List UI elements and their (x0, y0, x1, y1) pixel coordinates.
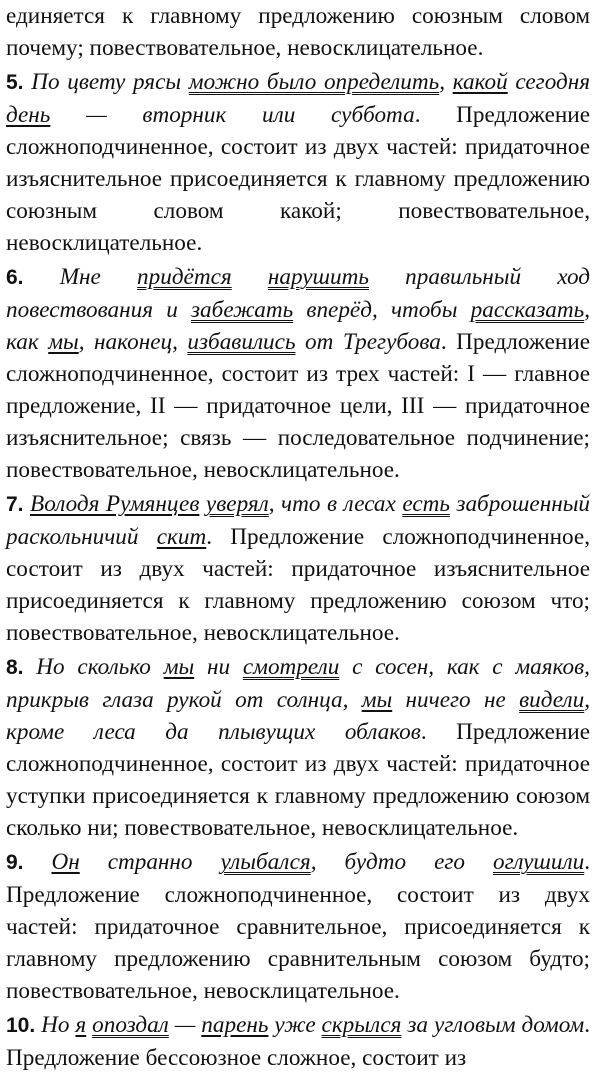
answer-paragraph (6, 651, 590, 844)
answer-paragraph (6, 846, 590, 1007)
sentence-text: , наконец, (78, 329, 188, 355)
sentence-text: с сосен, как с маяков, прикрыв глаза рукой от солнца, (6, 654, 590, 713)
analysis-text: . Предложение бессоюзное сложное, состоит из (6, 1012, 591, 1071)
subject-word: мы (48, 329, 79, 355)
sentence-text: — вторник или суббота (50, 102, 415, 128)
sentence-text: правильный ход повествования и (6, 264, 590, 323)
answer-paragraph (6, 1009, 590, 1073)
sentence-text (232, 264, 268, 290)
sentence-text: , что в лесах (268, 491, 403, 517)
subject-word: мы (361, 687, 393, 713)
predicate-word: уверял (205, 491, 269, 517)
sentence-text: Но сколько (36, 654, 164, 680)
item-number: 9. (6, 851, 24, 874)
item-number: 6. (6, 266, 24, 289)
subject-word: Он (51, 849, 80, 875)
sentence-text: , кроме леса да плывущих облаков (6, 687, 590, 745)
answer-paragraph (6, 488, 590, 649)
predicate-word: оглушили (492, 849, 585, 875)
subject-word: скит (156, 524, 207, 550)
predicate-word: опоздал (92, 1012, 169, 1038)
sentence-text: от Трегубова (295, 329, 441, 355)
subject-word: день (6, 102, 51, 128)
answer-paragraph (6, 0, 590, 64)
predicate-word: нарушить (267, 264, 369, 290)
item-number: 10. (6, 1014, 36, 1037)
sentence-text: , как (6, 297, 590, 355)
sentence-text: — (168, 1012, 202, 1038)
sentence-text: вперёд, чтобы (293, 297, 471, 323)
subject-word: Володя Румянцев (30, 491, 200, 517)
sentence-text: , будто его (310, 849, 493, 875)
analysis-text: единяется к главному предложению союзным словом почему; повествовательное, невосклицательное. (6, 3, 590, 61)
sentence-text: По цвету рясы (31, 69, 189, 95)
predicate-word: улыбался (220, 849, 311, 875)
analysis-text: . Предложение сложноподчиненное, состоит из двух частей: придаточное изъяснительное присоединяется к главному предложению союзным словом какой; повествовательное, невосклицательное. (6, 102, 591, 256)
subject-word: я (75, 1012, 87, 1038)
example-sentence (51, 849, 584, 875)
sentence-text: , (439, 69, 453, 95)
predicate-word: смотрели (242, 654, 340, 680)
sentence-text: за угловым домом (401, 1012, 585, 1038)
answer-paragraph (6, 261, 590, 486)
sentence-text: заброшенный раскольничий (6, 491, 591, 550)
answer-paragraph (6, 66, 590, 259)
sentence-text: странно (79, 849, 221, 875)
item-number: 5. (6, 71, 24, 94)
predicate-word: рассказать (470, 297, 585, 323)
predicate-word: скрылся (321, 1012, 402, 1038)
item-number: 7. (6, 493, 24, 516)
example-sentence (41, 1012, 584, 1038)
analysis-text: . Предложение сложноподчиненное, состоит из двух частей: придаточное уступки присоединяется к главному предложению союзом сколько ни; повествовательное, невосклицательное. (6, 719, 590, 841)
predicate-word: забежать (191, 297, 294, 323)
subject-word: мы (163, 654, 195, 680)
sentence-text: ничего не (392, 687, 520, 713)
sentence-text: уже (268, 1012, 322, 1038)
analysis-text: . Предложение сложноподчиненное, состоит из двух частей: придаточное изъяснительное присоединяется к главному предложению союзом что; повествовательное, невосклицательное. (6, 524, 590, 646)
sentence-text: Но (41, 1012, 76, 1038)
sentence-text: ни (194, 654, 243, 680)
subject-word: какой (452, 69, 508, 95)
predicate-word: избавились (187, 329, 296, 355)
sentence-text: Мне (59, 264, 138, 290)
analysis-text: . Предложение сложноподчиненное, состоит из двух частей: придаточное сравнительное, присоединяется к главному предложению сравнительным союзом будто; повествовательное, невосклицательное. (6, 849, 591, 1004)
predicate-word: видели (519, 687, 585, 713)
analysis-text: . Предложение сложноподчиненное, состоит из трех частей: I — главное предложение, II — придаточное цели, III — придаточное изъяснительное; связь — последовательное подчинение; повествовательное, невосклицательное. (6, 329, 590, 483)
predicate-word: есть (402, 491, 450, 517)
predicate-word: придётся (137, 264, 232, 290)
item-number: 8. (6, 656, 24, 679)
predicate-word: можно было определить (188, 69, 440, 95)
subject-word: парень (201, 1012, 269, 1038)
sentence-text: сегодня (507, 69, 591, 95)
